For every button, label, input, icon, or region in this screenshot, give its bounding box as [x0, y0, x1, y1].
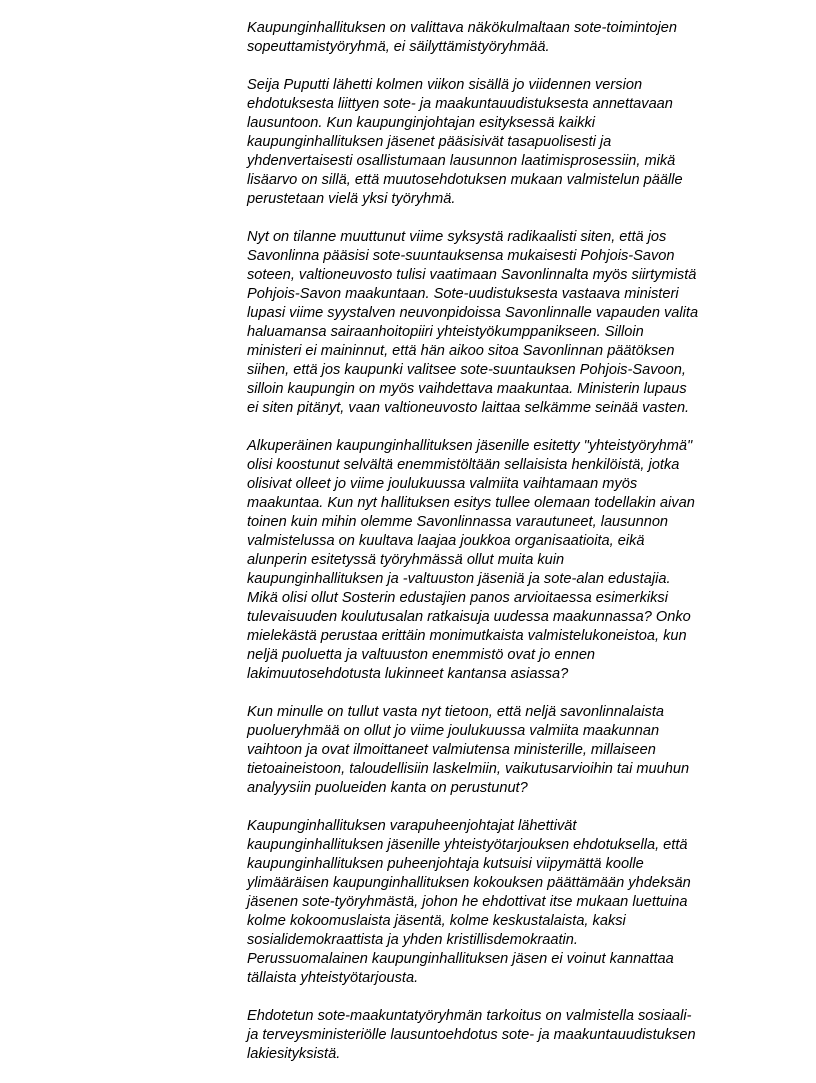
paragraph-3 [247, 228, 747, 418]
text-line: Alkuperäinen kaupunginhallituksen jäsenille esitetty "yhteistyöryhmä" [247, 438, 693, 454]
text-line: puolueryhmää on ollut jo viime joulukuussa valmiita maakunnan [247, 723, 660, 739]
text-line: Savonlinna pääsisi sote-suuntauksensa mukaisesti Pohjois-Savon [247, 248, 675, 264]
text-line: jäsenen sote-työryhmästä, johon he ehdottivat itse mukaan luettuina [247, 894, 688, 910]
text-line: lakiesityksistä. [247, 1046, 341, 1062]
text-line: kolme kokoomuslaista jäsentä, kolme keskustalaista, kaksi [247, 913, 626, 929]
text-line: kaupunginhallituksen puheenjohtaja kutsuisi viipymättä koolle [247, 856, 644, 872]
text-line: mielekästä perustaa erittäin monimutkaista valmistelukoneistoa, kun [247, 628, 687, 644]
text-line: sosialidemokraattista ja yhden kristillisdemokraatin. [247, 932, 578, 948]
text-line: toinen kuin mihin olemme Savonlinnassa varautuneet, lausunnon [247, 514, 669, 530]
text-line: kaupunginhallituksen ja -valtuuston jäseniä ja sote-alan edustajia. [247, 571, 671, 587]
text-line: Nyt on tilanne muuttunut viime syksystä radikaalisti siten, että jos [247, 229, 667, 245]
text-line: vaihtoon ja ovat ilmoittaneet valmiutensa ministerille, millaiseen [247, 742, 656, 758]
text-line: Ehdotetun sote-maakuntatyöryhmän tarkoitus on valmistella sosiaali- [247, 1008, 692, 1024]
text-line: silloin kaupungin on myös vaihdettava maakuntaa. Ministerin lupaus [247, 381, 687, 397]
text-line: sopeuttamistyöryhmä, ei säilyttämistyöryhmää. [247, 39, 550, 55]
text-line: Pohjois-Savon maakuntaan. Sote-uudistuksesta vastaava ministeri [247, 286, 679, 302]
text-line: yhdenvertaisesti osallistumaan lausunnon laatimisprosessiin, mikä [247, 153, 676, 169]
text-line: analyysiin puolueiden kanta on perustunut? [247, 780, 528, 796]
text-line: kaupunginhallituksen jäsenet pääsisivät tasapuolisesti ja [247, 134, 612, 150]
text-line: Kaupunginhallituksen on valittava näkökulmaltaan sote-toimintojen [247, 20, 677, 36]
paragraph-1 [247, 19, 747, 57]
text-line: ylimääräisen kaupunginhallituksen kokouksen päättämään yhdeksän [247, 875, 691, 891]
text-line: Mikä olisi ollut Sosterin edustajien panos arvioitaessa esimerkiksi [247, 590, 668, 606]
paragraph-5 [247, 703, 747, 798]
paragraph-6 [247, 817, 747, 988]
text-line: ehdotuksesta liittyen sote- ja maakuntauudistuksesta annettavaan [247, 96, 673, 112]
text-line: kaupunginhallituksen jäsenille yhteistyötarjouksen ehdotuksella, että [247, 837, 688, 853]
text-line: ministeri ei maininnut, että hän aikoo sitoa Savonlinnan päätöksen [247, 343, 675, 359]
text-line: siihen, että jos kaupunki valitsee sote-suuntauksen Pohjois-Savoon, [247, 362, 686, 378]
text-line: lupasi viime syystalven neuvonpidoissa Savonlinnalle vapauden valita [247, 305, 699, 321]
text-line: valmistelussa on kuultava laajaa joukkoa organisaatioita, eikä [247, 533, 645, 549]
text-line: soteen, valtioneuvosto tulisi vaatimaan Savonlinnalta myös siirtymistä [247, 267, 697, 283]
text-line: Kun minulle on tullut vasta nyt tietoon, että neljä savonlinnalaista [247, 704, 664, 720]
text-line: olisivat olleet jo viime joulukuussa valmiita vaihtamaan myös [247, 476, 638, 492]
paragraph-4 [247, 437, 747, 684]
text-line: perustetaan vielä yksi työryhmä. [247, 191, 456, 207]
text-line: lisäarvo on sillä, että muutosehdotuksen mukaan valmistelun päälle [247, 172, 683, 188]
text-line: neljä puoluetta ja valtuuston enemmistö ovat jo ennen [247, 647, 596, 663]
text-line: lausuntoon. Kun kaupunginjohtajan esityksessä kaikki [247, 115, 596, 131]
text-line: ei siten pitänyt, vaan valtioneuvosto laittaa selkämme seinää vasten. [247, 400, 690, 416]
text-line: lakimuutosehdotusta lukinneet kantansa asiassa? [247, 666, 569, 682]
text-line: ja terveysministeriölle lausuntoehdotus sote- ja maakuntauudistuksen [247, 1027, 696, 1043]
text-line: tulevaisuuden koulutusalan ratkaisuja uudessa maakunnassa? Onko [247, 609, 691, 625]
text-line: maakuntaa. Kun nyt hallituksen esitys tullee olemaan todellakin aivan [247, 495, 695, 511]
text-line: haluamansa sairaanhoitopiiri yhteistyökumppanikseen. Silloin [247, 324, 644, 340]
text-line: tietoaineistoon, taloudellisiin laskelmiin, vaikutusarvioihin tai muuhun [247, 761, 690, 777]
paragraph-7 [247, 1007, 747, 1064]
text-line: Seija Puputti lähetti kolmen viikon sisällä jo viidennen version [247, 77, 643, 93]
text-line: tällaista yhteistyötarjousta. [247, 970, 419, 986]
text-line: Perussuomalainen kaupunginhallituksen jäsen ei voinut kannattaa [247, 951, 674, 967]
text-line: olisi koostunut selvältä enemmistöltään sellaisista henkilöistä, jotka [247, 457, 680, 473]
text-line: alunperin esitetyssä työryhmässä ollut muita kuin [247, 552, 565, 568]
paragraph-2 [247, 76, 747, 209]
text-line: Kaupunginhallituksen varapuheenjohtajat lähettivät [247, 818, 577, 834]
document-page [247, 19, 747, 1083]
